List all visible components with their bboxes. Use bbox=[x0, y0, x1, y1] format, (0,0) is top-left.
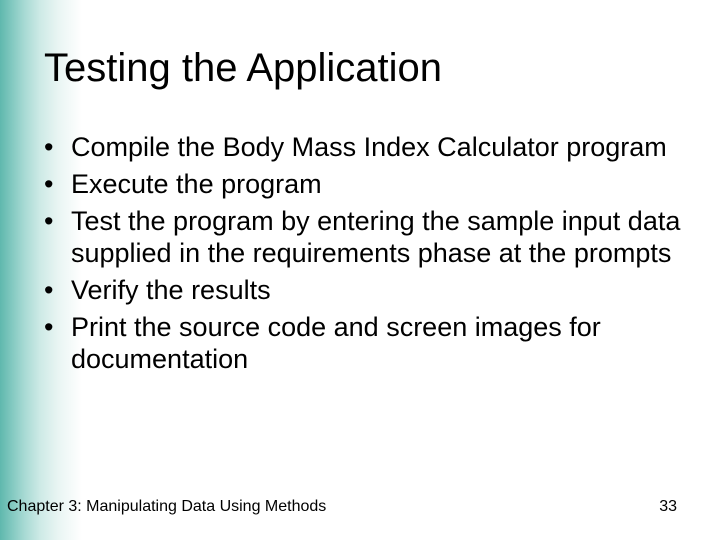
footer-chapter-title: Chapter 3: Manipulating Data Using Methods bbox=[7, 498, 327, 515]
bullet-list bbox=[44, 131, 684, 380]
bullet-text: Test the program by entering the sample input data supplied in the requirements phase at the prompts bbox=[71, 206, 681, 268]
bullet-text: Execute the program bbox=[71, 169, 322, 199]
bullet-item bbox=[44, 311, 684, 375]
bullet-item bbox=[44, 274, 684, 306]
bullet-dot-icon: • bbox=[44, 206, 54, 236]
bullet-item bbox=[44, 168, 684, 200]
bullet-item bbox=[44, 131, 684, 163]
page-number: 33 bbox=[659, 498, 677, 515]
bullet-item bbox=[44, 205, 684, 269]
bullet-text: Compile the Body Mass Index Calculator program bbox=[71, 132, 667, 162]
bullet-dot-icon: • bbox=[44, 275, 54, 305]
bullet-dot-icon: • bbox=[44, 169, 54, 199]
bullet-dot-icon: • bbox=[44, 312, 54, 342]
slide-title: Testing the Application bbox=[44, 46, 443, 90]
bullet-text: Verify the results bbox=[71, 275, 271, 305]
bullet-dot-icon: • bbox=[44, 132, 54, 162]
bullet-text: Print the source code and screen images for documentation bbox=[71, 312, 601, 374]
